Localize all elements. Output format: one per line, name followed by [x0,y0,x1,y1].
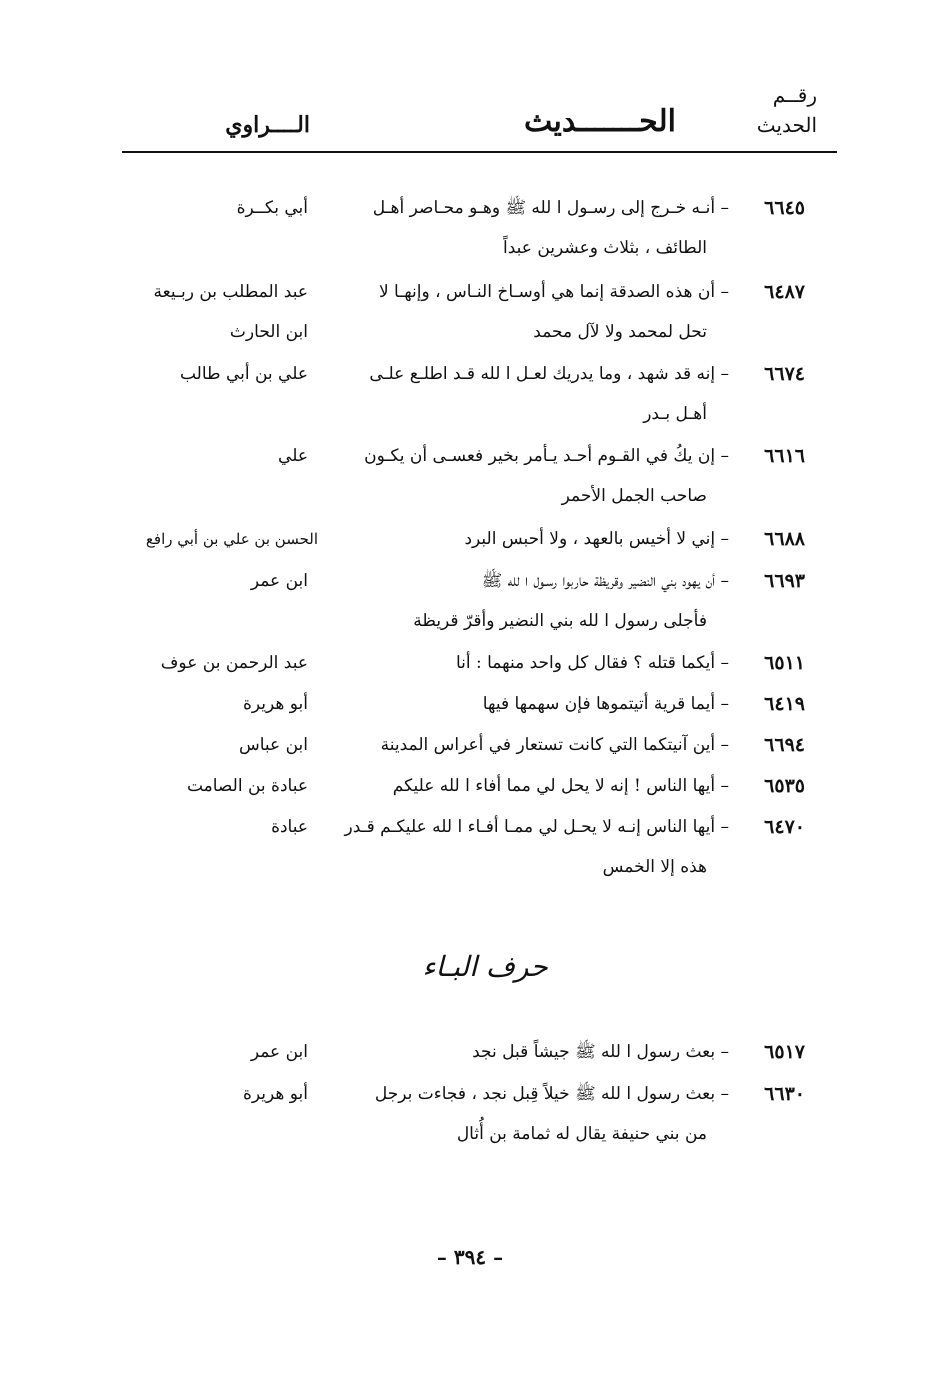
column-header-hadith: الحـــــــديث [524,104,676,139]
hadith-text-line: – أيما قرية أتيتموها فإن سهمها فيها [482,694,729,714]
narrator-line: أبي بكــرة [236,198,308,218]
narrator [128,643,308,683]
hadith-text [339,272,729,352]
narrator [128,807,308,847]
narrator-line: عبد المطلب بن ربـيعة [153,282,308,302]
narrator-line: أبو هريرة [242,694,308,714]
hadith-text [339,519,729,559]
narrator-line: عبادة [271,817,308,837]
section-title: حرف البـاء [422,950,548,983]
hadith-text-line: الطائف ، بثلاث وعشرين عبداً [503,238,707,258]
narrator [128,272,308,352]
hadith-number: ٦٥١٧ [764,1041,805,1063]
hadith-text-line: فأجلى رسول ا لله بني النضير وأقرّ قريظة [413,611,707,631]
hadith-text [339,1074,729,1154]
hadith-text-line: – أين آنيتكما التي كانت تستعار في أعراس المدينة [380,735,729,755]
hadith-text-line: – بعث رسول ا لله ﷺ خيلاً قِبل نجد ، فجاءت برجل [374,1084,729,1104]
hadith-text-line: هذه إلا الخمس [602,857,707,877]
hadith-number: ٦٦٧٤ [764,363,805,385]
narrator [128,436,308,476]
hadith-number: ٦٦٩٣ [764,570,805,592]
narrator-line: ابن عمر [250,571,308,591]
narrator-line: علي بن أبي طالب [179,364,308,384]
hadith-number: ٦٦٨٨ [764,528,805,550]
page-number: – ٣٩٤ – [436,1245,504,1269]
hadith-text [339,766,729,806]
narrator [128,188,308,228]
column-header-number [717,80,817,140]
narrator-line: أبو هريرة [242,1084,308,1104]
hadith-number: ٦٥١١ [764,652,805,674]
hadith-text-line: من بني حنيفة يقال له ثمامة بن أُثال [456,1124,707,1144]
hadith-text-line: تحل لمحمد ولا لآل محمد [533,322,707,342]
hadith-text-line: – إني لا أخيس بالعهد ، ولا أحبس البرد [464,529,729,549]
narrator [128,1074,308,1114]
hadith-text-line: – أن يهود بني النضير وقريظة حاربوا رسـول ا لله ﷺ [481,571,729,591]
hadith-number: ٦٦٤٥ [764,197,805,219]
narrator-line: ابن الحارث [229,322,308,342]
header-divider [122,151,837,153]
narrator [128,561,308,601]
hadith-number: ٦٦١٦ [764,445,805,467]
narrator-line: عبد الرحمن بن عوف [160,653,308,673]
hadith-text [339,436,729,516]
narrator-line: علي [278,446,308,466]
hadith-text [339,188,729,268]
hadith-text-line: صاحب الجمل الأحمر [561,486,707,506]
column-header-narrator: الــــراوي [225,112,310,138]
narrator [128,354,308,394]
hadith-number: ٦٦٣٠ [764,1083,805,1105]
hadith-number: ٦٦٩٤ [764,734,805,756]
hadith-text-line: – بعث رسول ا لله ﷺ جيشاً قبل نجد [472,1042,729,1062]
hadith-text [339,354,729,434]
narrator [128,725,308,765]
narrator-line: ابن عمر [250,1042,308,1062]
hadith-text-line: – أنـه خـرج إلى رسـول ا لله ﷺ وهـو محـاصر أهـل [372,198,729,218]
hadith-text [339,684,729,724]
hadith-text-line: – أيها الناس ! إنه لا يحل لي مما أفاء ا لله عليكم [392,776,729,796]
narrator-line: الحسن بن علي بن أبي رافع [145,530,318,548]
narrator [118,519,318,559]
narrator-line: ابن عباس [238,735,308,755]
hadith-text [339,725,729,765]
hadith-text-line: – إن يكُ في القـوم أحـد يـأمر بخير فعسـى أن يكـون [364,446,729,466]
hadith-number: ٦٤٧٠ [764,816,805,838]
narrator [128,766,308,806]
hadith-number: ٦٤٨٧ [764,281,805,303]
narrator [128,1032,308,1072]
hadith-text-line: – إنه قد شهد ، وما يدريك لعـل ا لله قـد اطلـع علـى [369,364,729,384]
hadith-text [339,643,729,683]
hadith-number: ٦٥٣٥ [764,775,805,797]
column-header-number-line2: الحديث [756,113,817,137]
narrator-line: عبادة بن الصامت [186,776,308,796]
narrator [128,684,308,724]
hadith-text-line: – أيكما قتله ؟ فقال كل واحد منهما : أنا [455,653,729,673]
hadith-text-line: أهـل بـدر [643,404,707,424]
hadith-text-line: – أن هذه الصدقة إنما هي أوسـاخ النـاس ، وإنهـا لا [378,282,729,302]
hadith-text [339,807,729,887]
hadith-text [339,1032,729,1072]
hadith-number: ٦٤١٩ [764,693,805,715]
column-header-number-line1: رقــم [772,83,817,107]
hadith-text [339,561,729,641]
hadith-text-line: – أيها الناس إنـه لا يحـل لي ممـا أفـاء ا لله عليكـم قـدر [344,817,729,837]
